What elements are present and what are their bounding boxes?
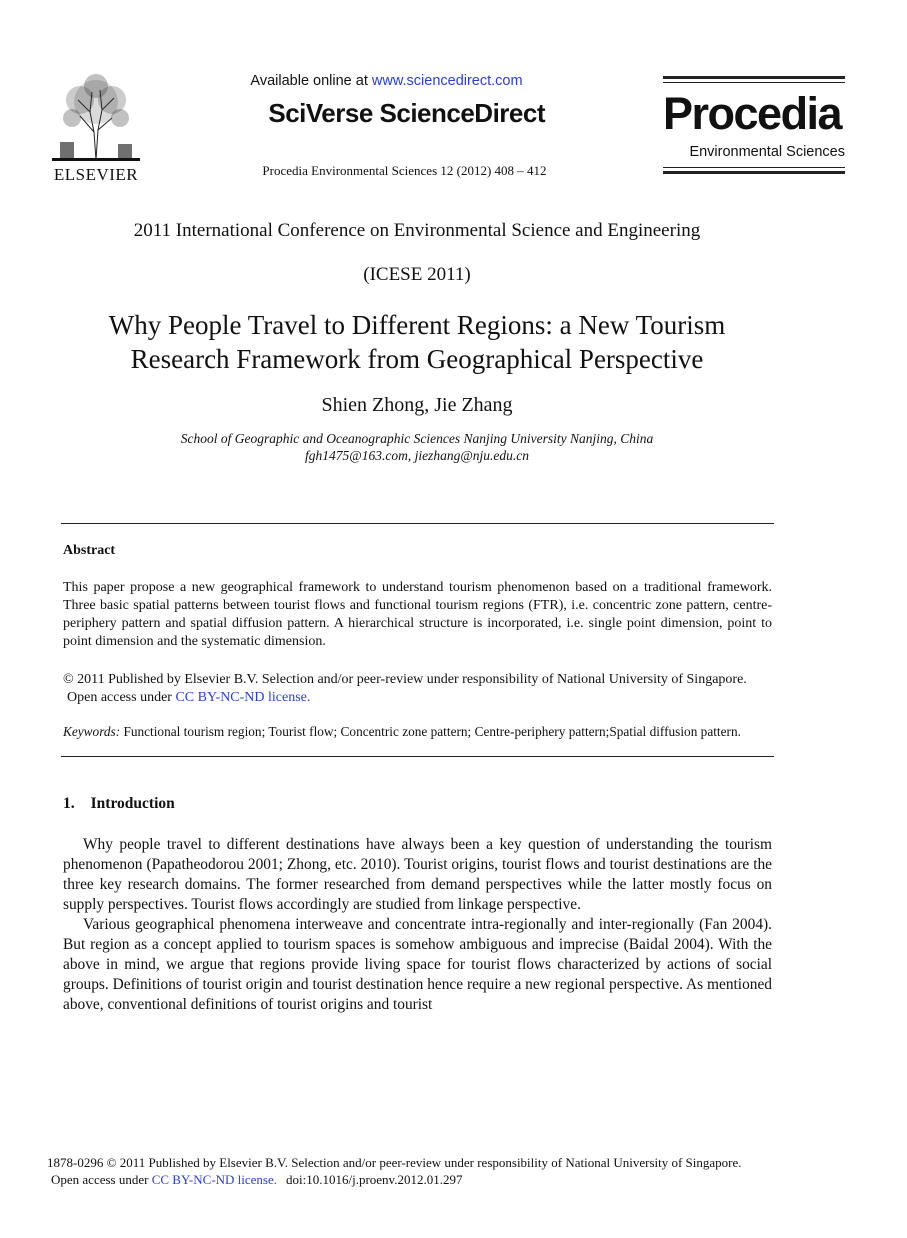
authors: Shien Zhong, Jie Zhang bbox=[321, 394, 513, 416]
abstract-text: This paper propose a new geographical framework to understand tourism phenomenon based on a traditional framework. Three basic spatial patterns between tourist flows and functional tourism regions (FTR), i.e. concentric zone pattern, centre-periphery pattern and spatial diffusion pattern. A hierarchical structure is incorporated, i.e. single point dimension, point to point dimension and the systematic dimension. bbox=[63, 580, 772, 649]
sciverse-logo: SciVerse ScienceDirect bbox=[268, 98, 545, 128]
keywords bbox=[63, 723, 783, 741]
sciencedirect-link[interactable]: www.sciencedirect.com bbox=[371, 73, 523, 89]
procedia-bottom-rule bbox=[663, 167, 845, 168]
conference-acronym: (ICESE 2011) bbox=[363, 264, 471, 285]
procedia-title: Procedia bbox=[663, 88, 842, 139]
elsevier-logo bbox=[50, 72, 142, 184]
elsevier-wordmark: ELSEVIER bbox=[53, 165, 139, 184]
footer-issn: 1878-0296 © 2011 Published by Elsevier B.V. Selection and/or peer-review under responsibility of National University of Singapore. bbox=[47, 1155, 742, 1170]
keywords-list: Functional tourism region; Tourist flow; Concentric zone pattern; Centre-periphery pattern;Spatial diffusion pattern. bbox=[120, 724, 741, 739]
copyright-line: © 2011 Published by Elsevier B.V. Selection and/or peer-review under responsibility of National University of Singapore. bbox=[63, 672, 747, 687]
abstract-bottom-rule bbox=[61, 756, 774, 757]
open-access-line: Open access under CC BY-NC-ND license. bbox=[67, 690, 311, 705]
article-title bbox=[0, 308, 834, 376]
license-link[interactable]: CC BY-NC-ND license. bbox=[175, 690, 311, 705]
author-emails: fgh1475@163.com, jiezhang@nju.edu.cn bbox=[305, 448, 529, 463]
procedia-bottom-rule-thick bbox=[663, 171, 845, 174]
footer-doi: doi:10.1016/j.proenv.2012.01.297 bbox=[286, 1172, 463, 1187]
procedia-subtitle: Environmental Sciences bbox=[689, 144, 845, 160]
section-number: 1. bbox=[63, 795, 75, 812]
affiliation: School of Geographic and Oceanographic Sciences Nanjing University Nanjing, China bbox=[180, 431, 654, 446]
paragraph-1: Why people travel to different destinations have always been a key question of understanding the tourism phenomenon (Papatheodorou 2001; Zhong, etc. 2010). Tourist origins, tourist flows and tourist destinations are the three key research domains. The former researched from demand perspectives while the latter mostly focus on supply perspectives. Tourist flows accordingly are studied from linkage perspective. bbox=[63, 836, 772, 913]
title-line-1: Why People Travel to Different Regions: a New Tourism bbox=[108, 310, 726, 340]
abstract-heading: Abstract bbox=[63, 543, 116, 558]
elsevier-tree-icon bbox=[50, 72, 142, 162]
footer-license-link[interactable]: CC BY-NC-ND license. bbox=[151, 1172, 278, 1187]
procedia-top-rule bbox=[663, 76, 845, 79]
available-online: Available online at www.sciencedirect.com bbox=[250, 73, 523, 89]
paragraph-2: Various geographical phenomena interweave and concentrate intra-regionally and inter-regionally (Fan 2004). But region as a concept applied to tourism spaces is somehow ambiguous and imprecise (Baidal 2004). With the above in mind, we argue that regions provide living space for tourist flows characterized by actions of social groups. Definitions of tourist origin and tourist destination hence require a new regional perspective. As mentioned above, conventional definitions of tourist origins and tourist bbox=[63, 916, 772, 1013]
abstract-top-rule bbox=[61, 523, 774, 524]
keywords-label: Keywords: bbox=[63, 724, 121, 739]
conference-name: 2011 International Conference on Environmental Science and Engineering bbox=[133, 220, 701, 241]
section-heading bbox=[63, 795, 175, 813]
footer-open-access: Open access under CC BY-NC-ND license. doi:10.1016/j.proenv.2012.01.297 bbox=[51, 1172, 463, 1187]
section-body bbox=[63, 835, 772, 1015]
procedia-top-rule-thin bbox=[663, 82, 845, 83]
section-title: Introduction bbox=[90, 795, 175, 812]
journal-reference: Procedia Environmental Sciences 12 (2012) 408 – 412 bbox=[262, 163, 547, 178]
title-line-2: Research Framework from Geographical Perspective bbox=[130, 344, 704, 374]
